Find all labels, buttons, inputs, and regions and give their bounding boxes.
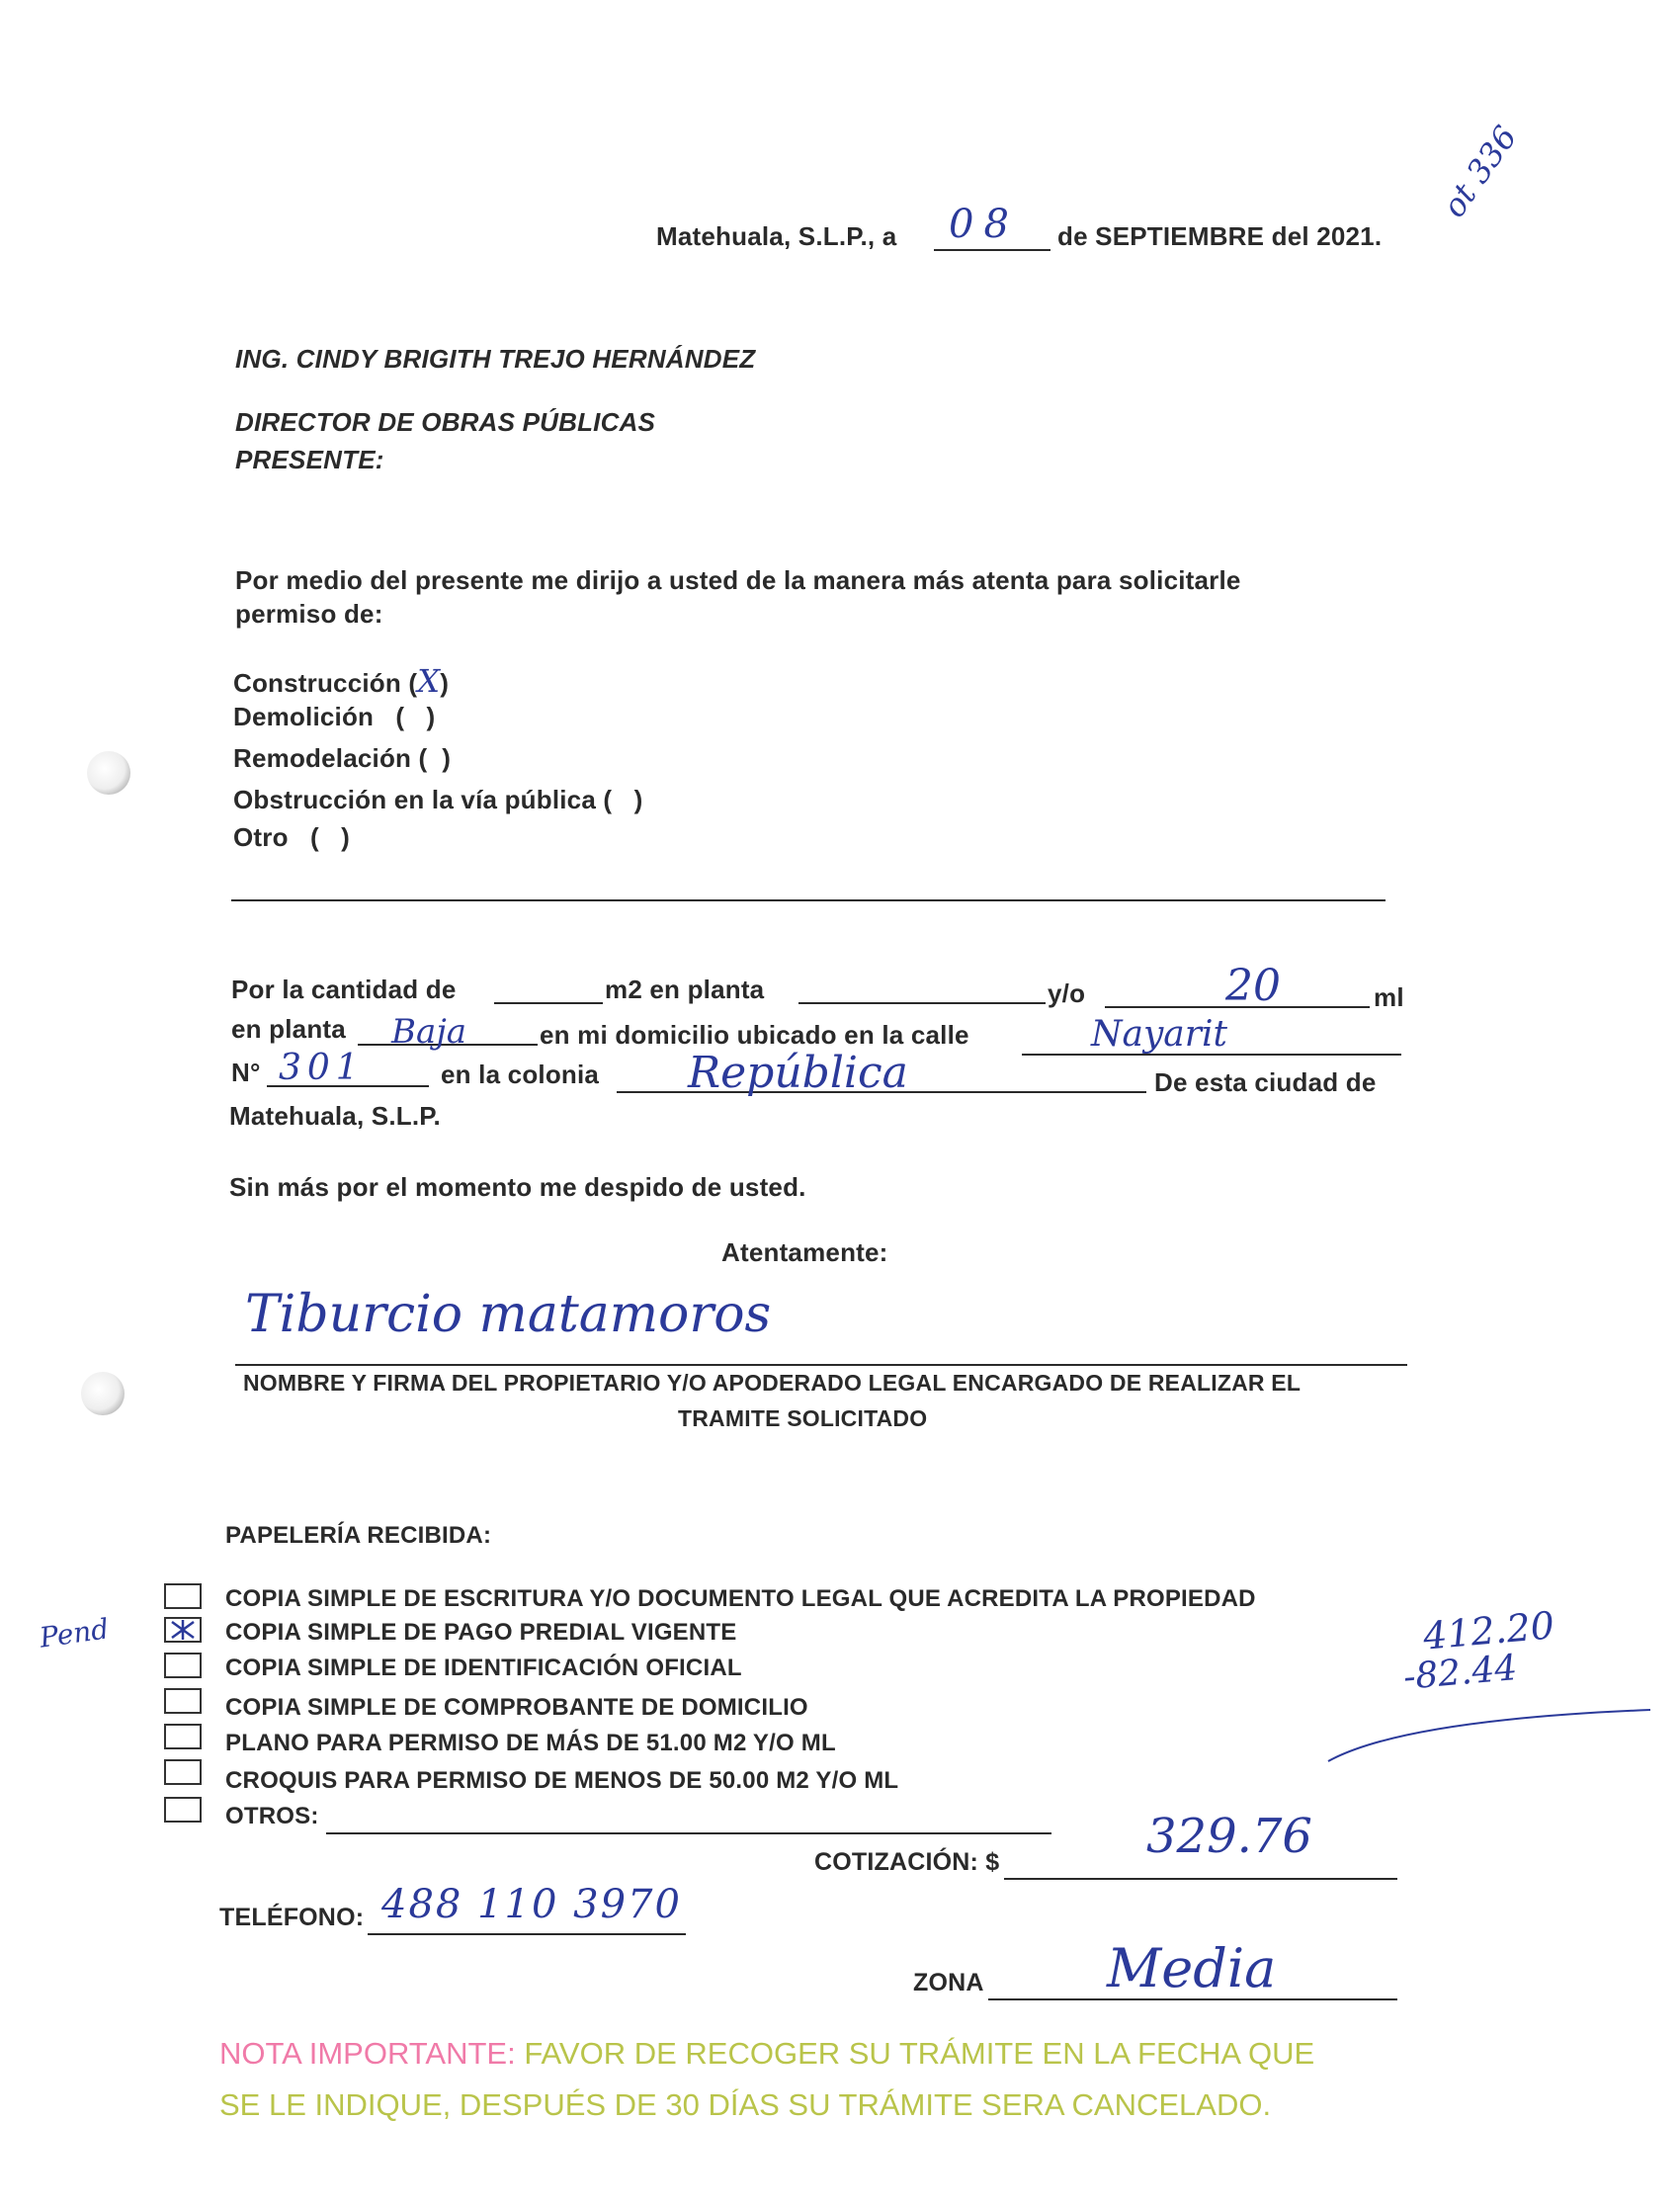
place-prefix: Matehuala, S.L.P., a bbox=[656, 221, 897, 251]
cotizacion-value: 329.76 bbox=[1146, 1809, 1312, 1864]
item-croquis: CROQUIS PARA PERMISO DE MENOS DE 50.00 M2 Y/O ML bbox=[225, 1767, 899, 1794]
permit-mark: X bbox=[417, 662, 441, 700]
colonia-label: en la colonia bbox=[441, 1060, 600, 1089]
nota-label: NOTA IMPORTANTE: bbox=[219, 2036, 516, 2071]
side-note: Pend bbox=[38, 1612, 112, 1655]
telefono-label: TELÉFONO: bbox=[219, 1904, 365, 1931]
calc-line-2: -82.44 bbox=[1401, 1648, 1519, 1698]
item-predial: COPIA SIMPLE DE PAGO PREDIAL VIGENTE bbox=[225, 1619, 737, 1646]
checkbox-plano[interactable] bbox=[164, 1724, 202, 1749]
domicilio-label: en mi domicilio ubicado en la calle bbox=[540, 1020, 969, 1050]
otro-line bbox=[231, 899, 1386, 901]
corner-note: ot 336 bbox=[1435, 119, 1525, 224]
street-value: Nayarit bbox=[1091, 1014, 1227, 1055]
ml-value: 20 bbox=[1225, 961, 1281, 1011]
ml-label: ml bbox=[1374, 982, 1404, 1012]
signature-line bbox=[235, 1364, 1407, 1366]
number-label: N° bbox=[231, 1058, 261, 1087]
checkbox-identificacion[interactable] bbox=[164, 1653, 202, 1678]
planta-value: Baja bbox=[391, 1012, 467, 1052]
item-escritura: COPIA SIMPLE DE ESCRITURA Y/O DOCUMENTO LEGAL QUE ACREDITA LA PROPIEDAD bbox=[225, 1585, 1256, 1612]
intro-line-1: Por medio del presente me dirijo a usted de la manera más atenta para solicitarle bbox=[235, 565, 1241, 595]
city-label: De esta ciudad de bbox=[1154, 1067, 1377, 1097]
cotizacion-label: COTIZACIÓN: $ bbox=[814, 1848, 1000, 1876]
nota-text-1: FAVOR DE RECOGER SU TRÁMITE EN LA FECHA QUE bbox=[524, 2036, 1315, 2071]
presente-label: PRESENTE: bbox=[235, 445, 384, 474]
checkbox-asterisk-icon bbox=[166, 1619, 200, 1641]
colonia-value: República bbox=[688, 1048, 908, 1098]
m2-planta-line bbox=[798, 1002, 1046, 1004]
checkbox-predial[interactable] bbox=[164, 1617, 202, 1643]
permit-demolicion: Demolición ( ) bbox=[233, 702, 436, 731]
addressee-name: ING. CINDY BRIGITH TREJO HERNÁNDEZ bbox=[235, 344, 756, 374]
item-domicilio: COPIA SIMPLE DE COMPROBANTE DE DOMICILIO bbox=[225, 1694, 808, 1721]
zona-label: ZONA bbox=[913, 1969, 984, 1996]
farewell-text: Sin más por el momento me despido de usted. bbox=[229, 1172, 806, 1202]
checkbox-domicilio[interactable] bbox=[164, 1688, 202, 1714]
punch-hole bbox=[87, 751, 130, 795]
nota-text-2: SE LE INDIQUE, DESPUÉS DE 30 DÍAS SU TRÁMITE SERA CANCELADO. bbox=[219, 2087, 1272, 2122]
telefono-line bbox=[368, 1933, 686, 1935]
signature-caption-1: NOMBRE Y FIRMA DEL PROPIETARIO Y/O APODERADO LEGAL ENCARGADO DE REALIZAR EL bbox=[243, 1370, 1302, 1396]
zona-value: Media bbox=[1107, 1937, 1277, 1999]
en-planta-label: en planta bbox=[231, 1014, 346, 1044]
permit-otro: Otro ( ) bbox=[233, 822, 350, 852]
permit-obstruccion: Obstrucción en la vía pública ( ) bbox=[233, 785, 643, 814]
permit-construccion: Construcción (X) bbox=[233, 662, 450, 700]
yo-label: y/o bbox=[1048, 978, 1086, 1008]
cotizacion-line bbox=[1004, 1878, 1397, 1880]
signature-caption-2: TRAMITE SOLICITADO bbox=[678, 1405, 928, 1431]
addressee-title: DIRECTOR DE OBRAS PÚBLICAS bbox=[235, 407, 656, 437]
otros-line bbox=[326, 1832, 1051, 1834]
day-value: 08 bbox=[949, 202, 1019, 247]
item-otros: OTROS: bbox=[225, 1803, 319, 1829]
intro-line-2: permiso de: bbox=[235, 599, 383, 629]
checkbox-croquis[interactable] bbox=[164, 1759, 202, 1785]
item-plano: PLANO PARA PERMISO DE MÁS DE 51.00 M2 Y/O ML bbox=[225, 1730, 836, 1756]
papeleria-title: PAPELERÍA RECIBIDA: bbox=[225, 1522, 492, 1549]
telefono-value: 488 110 3970 bbox=[381, 1882, 682, 1927]
month-year: de SEPTIEMBRE del 2021. bbox=[1057, 221, 1383, 251]
item-identificacion: COPIA SIMPLE DE IDENTIFICACIÓN OFICIAL bbox=[225, 1655, 742, 1681]
checkbox-otros[interactable] bbox=[164, 1797, 202, 1823]
signature: Tiburcio matamoros bbox=[245, 1285, 772, 1344]
cantidad-prefix: Por la cantidad de bbox=[231, 975, 457, 1004]
punch-hole bbox=[81, 1372, 125, 1415]
cantidad-line bbox=[494, 1002, 603, 1004]
checkbox-escritura[interactable] bbox=[164, 1583, 202, 1609]
city-name: Matehuala, S.L.P. bbox=[229, 1101, 441, 1131]
calc-underline bbox=[1324, 1700, 1660, 1769]
calc-line-1: 412.20 bbox=[1421, 1603, 1556, 1658]
number-value: 301 bbox=[279, 1048, 365, 1088]
m2-label: m2 en planta bbox=[605, 975, 765, 1004]
nota-line-1 bbox=[219, 2036, 1314, 2072]
permit-remodelacion: Remodelación ( ) bbox=[233, 743, 452, 773]
atentamente-label: Atentamente: bbox=[721, 1237, 888, 1267]
day-line bbox=[934, 249, 1050, 251]
